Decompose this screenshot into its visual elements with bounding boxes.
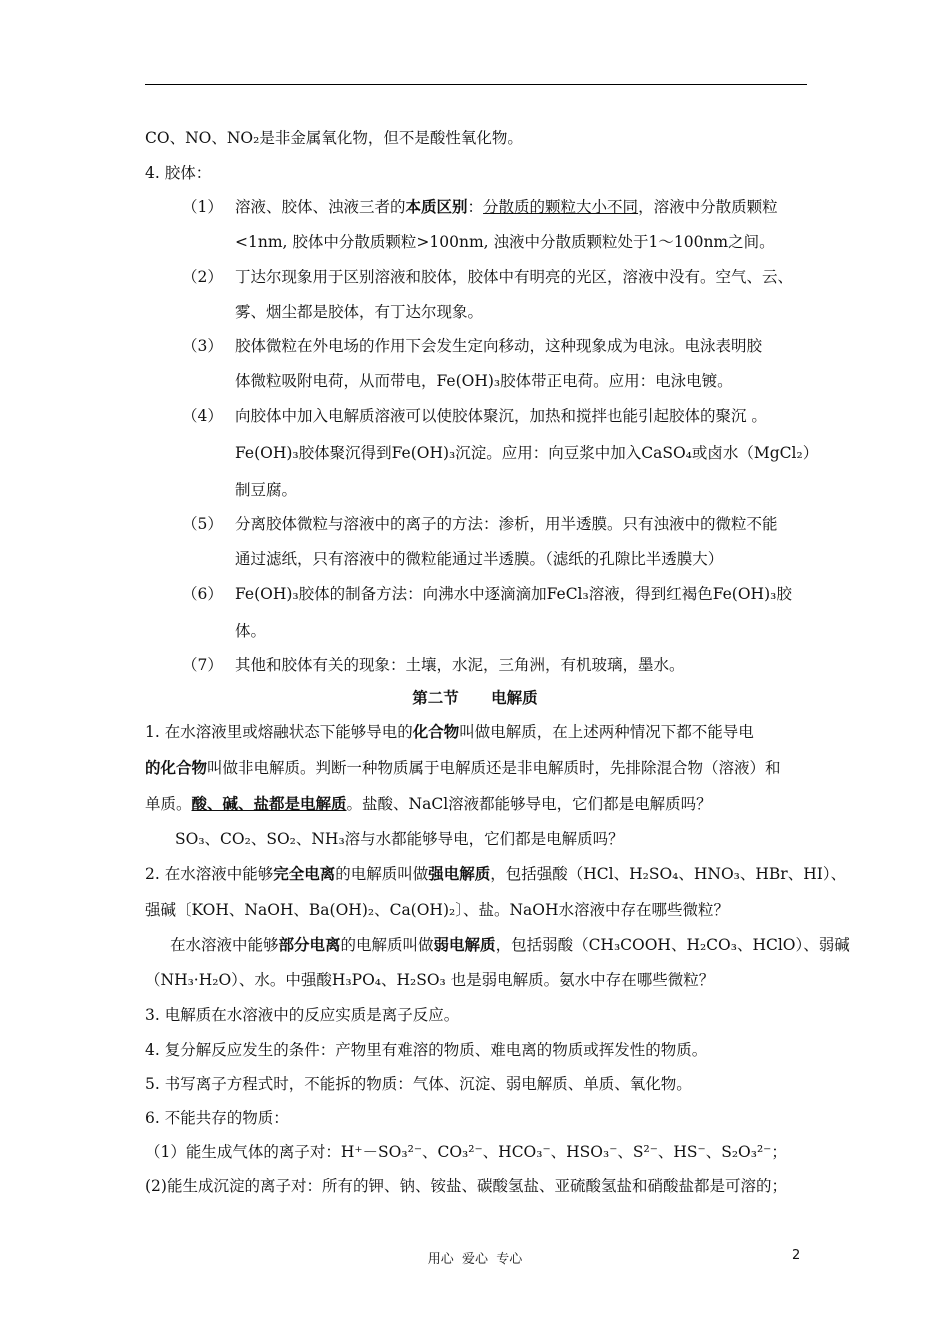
item-number: （4） xyxy=(182,407,223,425)
text-line: 5. 书写离子方程式时，不能拆的物质：气体、沉淀、弱电解质、单质、氧化物。 xyxy=(145,1075,692,1093)
text-line: 制豆腐。 xyxy=(235,481,298,499)
text-line: 单质。酸、碱、盐都是电解质。盐酸、NaCl溶液都能够导电，它们都是电解质吗？ xyxy=(145,794,712,813)
text-line: 3. 电解质在水溶液中的反应实质是离子反应。 xyxy=(145,1006,460,1024)
section-title: 第二节 电解质 xyxy=(412,688,538,707)
item-number: （1） xyxy=(182,198,223,216)
text-line: <1nm, 胶体中分散质颗粒>100nm, 浊液中分散质颗粒处于1～100nm之间。 xyxy=(235,233,775,251)
item-number: （6） xyxy=(182,585,223,603)
text-line: Fe(OH)₃胶体聚沉得到Fe(OH)₃沉淀。应用：向豆浆中加入CaSO₄或卤水（MgCl₂） xyxy=(235,444,819,462)
text-line: 向胶体中加入电解质溶液可以使胶体聚沉，加热和搅拌也能引起胶体的聚沉 。 xyxy=(235,407,767,425)
item-number: （3） xyxy=(182,337,223,355)
text-line: CO、NO、NO₂是非金属氧化物，但不是酸性氧化物。 xyxy=(145,129,523,147)
text-line: 体微粒吸附电荷，从而带电，Fe(OH)₃胶体带正电荷。应用：电泳电镀。 xyxy=(235,372,733,390)
text-line: 的化合物叫做非电解质。判断一种物质属于电解质还是非电解质时，先排除混合物（溶液）和 xyxy=(145,758,781,777)
page-number: 2 xyxy=(792,1248,801,1263)
item-number: （2） xyxy=(182,268,223,286)
text-line: 2. 在水溶液中能够完全电离的电解质叫做强电解质，包括强酸（HCl、H₂SO₄、HNO₃、HBr、HI）、 xyxy=(145,864,847,883)
item-number: （7） xyxy=(182,656,223,674)
header-rule xyxy=(145,84,807,85)
text-line: 分离胶体微粒与溶液中的离子的方法：渗析，用半透膜。只有浊液中的微粒不能 xyxy=(235,515,778,533)
text-line: 雾、烟尘都是胶体，有丁达尔现象。 xyxy=(235,303,484,321)
text-line: Fe(OH)₃胶体的制备方法：向沸水中逐滴滴加FeCl₃溶液，得到红褐色Fe(OH)₃胶 xyxy=(235,585,792,603)
text-line: 其他和胶体有关的现象：土壤，水泥，三角洲，有机玻璃，墨水。 xyxy=(235,656,685,674)
text-line: 6. 不能共存的物质： xyxy=(145,1109,289,1127)
text-line: 体。 xyxy=(235,622,267,640)
text-line: 溶液、胶体、浊液三者的本质区别：分散质的颗粒大小不同，溶液中分散质颗粒 xyxy=(235,197,778,216)
text-line: SO₃、CO₂、SO₂、NH₃溶与水都能够导电，它们都是电解质吗？ xyxy=(175,830,624,848)
text-line: （NH₃·H₂O）、水。中强酸H₃PO₄、H₂SO₃ 也是弱电解质。氨水中存在哪些微粒？ xyxy=(145,971,715,989)
text-line: （1）能生成气体的离子对：H⁺－SO₃²⁻、CO₃²⁻、HCO₃⁻、HSO₃⁻、S²⁻、HS⁻、S₂O₃²⁻； xyxy=(145,1143,787,1161)
text-line: 通过滤纸，只有溶液中的微粒能通过半透膜。（滤纸的孔隙比半透膜大） xyxy=(235,550,724,568)
text-line: 强碱〔KOH、NaOH、Ba(OH)₂、Ca(OH)₂〕、盐。NaOH水溶液中存在哪些微粒？ xyxy=(145,901,729,919)
text-line: 胶体微粒在外电场的作用下会发生定向移动，这种现象成为电泳。电泳表明胶 xyxy=(235,337,763,355)
heading-colloid: 4. 胶体： xyxy=(145,164,212,182)
text-line: 1. 在水溶液里或熔融状态下能够导电的化合物叫做电解质，在上述两种情况下都不能导电 xyxy=(145,722,754,741)
text-line: 丁达尔现象用于区别溶液和胶体，胶体中有明亮的光区，溶液中没有。空气、云、 xyxy=(235,268,794,286)
footer-motto: 用心 爱心 专心 xyxy=(427,1252,523,1267)
text-line: 4. 复分解反应发生的条件：产物里有难溶的物质、难电离的物质或挥发性的物质。 xyxy=(145,1041,708,1059)
item-number: （5） xyxy=(182,515,223,533)
text-line: (2)能生成沉淀的离子对：所有的钾、钠、铵盐、碳酸氢盐、亚硫酸氢盐和硝酸盐都是可溶的； xyxy=(145,1177,787,1195)
text-line: 在水溶液中能够部分电离的电解质叫做弱电解质，包括弱酸（CH₃COOH、H₂CO₃、HClO）、弱碱 xyxy=(170,935,850,954)
